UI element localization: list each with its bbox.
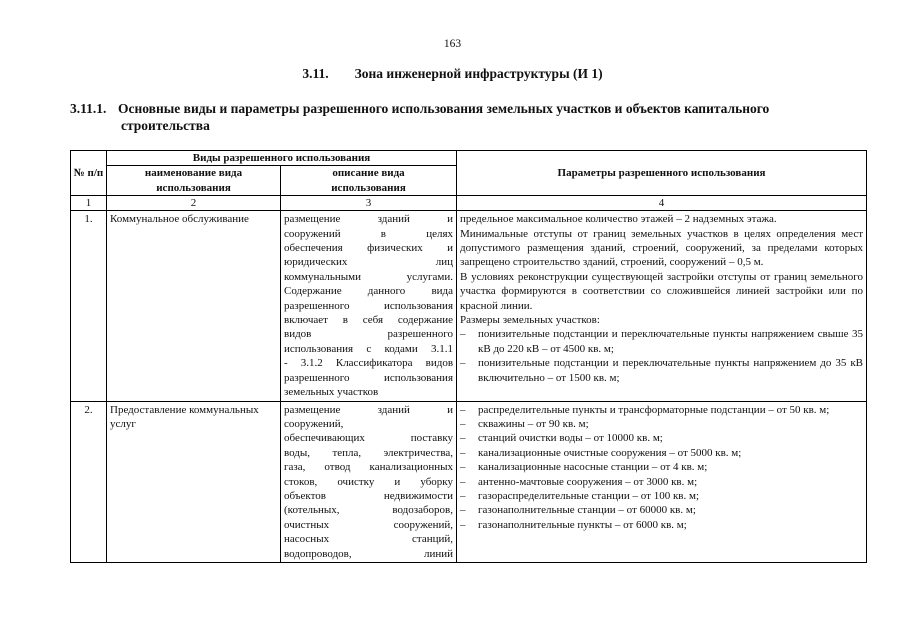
land-use-table [70, 150, 867, 563]
section-title: Зона инженерной инфраструктуры (И 1) [354, 66, 603, 81]
row-number: 1. [71, 211, 107, 401]
params-cell-1 [457, 211, 867, 401]
use-name: Предоставление коммунальных услуг [107, 401, 281, 562]
list-item: – понизительные подстанции и переключательные пункты напряжением до 35 кВ включительно – от 1500 кв. м; [460, 357, 864, 384]
desc-line: юридических лиц [284, 256, 454, 269]
list-item: – канализационные очистные сооружения – от 5000 кв. м; [460, 446, 742, 459]
desc-line: земельных участков [284, 386, 379, 399]
desc-line: (котельных, водозаборов, [284, 504, 454, 517]
desc-line: разрешенного использования [284, 371, 454, 384]
subsection-title-line2: строительства [121, 118, 210, 133]
param-plot-sizes-label: Размеры земельных участков: [460, 314, 600, 327]
desc-line: включает в себя содержание [284, 314, 454, 327]
desc-line: разрешенного использования [284, 299, 454, 312]
subsection-number: 3.11.1. [70, 101, 107, 116]
param-reconstruction: В условиях реконструкции существующей застройки отступы от границ земельного участка формируются в соответствии со сложившейся линией застройки или по красной линии. [460, 270, 864, 312]
list-item: – газонаполнительные пункты – от 6000 кв. м; [460, 518, 687, 531]
list-item: – газораспределительные станции – от 100 кв. м; [460, 489, 700, 502]
list-item: – канализационные насосные станции – от 4 кв. м; [460, 461, 708, 474]
subsection-heading [70, 100, 860, 134]
list-item: – распределительные пункты и трансформаторные подстанции – от 50 кв. м; [460, 403, 830, 416]
colnum-2: 2 [107, 196, 281, 211]
table-row [71, 401, 867, 562]
desc-line: Содержание данного вида [284, 285, 454, 298]
desc-line: обеспечивающих поставку [284, 432, 454, 445]
row-number: 2. [71, 401, 107, 562]
section-number: 3.11. [302, 66, 329, 81]
header-params: Параметры разрешенного использования [457, 151, 867, 196]
desc-line: сооружений в целях [284, 227, 454, 240]
desc-line: стоков, очистку и уборку [284, 475, 454, 488]
use-description [281, 211, 457, 401]
list-item: – антенно-мачтовые сооружения – от 3000 кв. м; [460, 475, 698, 488]
subsection-title-line1: Основные виды и параметры разрешенного использования земельных участков и объектов капитального [118, 101, 770, 116]
colnum-3: 3 [281, 196, 457, 211]
page-number: 163 [443, 38, 462, 50]
desc-line: очистных сооружений, [284, 518, 454, 531]
colnum-4: 4 [457, 196, 867, 211]
header-name: наименование вида использования [107, 166, 281, 196]
use-description [281, 401, 457, 562]
desc-line: размещение зданий и [284, 213, 454, 226]
table-header-row-1 [71, 151, 867, 166]
list-item: – газонаполнительные станции – от 60000 кв. м; [460, 504, 696, 517]
desc-line: водопроводов, линий [284, 547, 454, 560]
param-max-floors: предельное максимальное количество этажей – 2 надземных этажа. [460, 213, 777, 226]
params-cell-2 [457, 401, 867, 562]
list-item: – понизительные подстанции и переключательные пункты напряжением свыше 35 кВ до 220 кВ – от 4500 кв. м; [460, 328, 864, 355]
desc-line: насосных станций, [284, 533, 454, 546]
desc-line: обеспечения физических и [284, 242, 454, 255]
list-item: – скважины – от 90 кв. м; [460, 417, 589, 430]
colnum-1: 1 [71, 196, 107, 211]
header-desc: описание вида использования [281, 166, 457, 196]
header-group: Виды разрешенного использования [107, 151, 457, 166]
desc-line: воды, тепла, электричества, [284, 446, 454, 459]
desc-line: - 3.1.2 Классификатора видов [284, 357, 454, 370]
column-number-row [71, 196, 867, 211]
use-name: Коммунальное обслуживание [107, 211, 281, 401]
desc-line: использования с кодами 3.1.1 [284, 342, 454, 355]
desc-line: газа, отвод канализационных [284, 461, 454, 474]
desc-line: сооружений, [284, 417, 344, 430]
table-row [71, 211, 867, 401]
desc-line: видов разрешенного [284, 328, 454, 341]
param-min-setbacks: Минимальные отступы от границ земельных участков в целях определения мест допустимого размещения зданий, строений, сооружений, за пределами которых запрещено строительство зданий, строений, сооружений – 0,5 м. [460, 227, 864, 269]
desc-line: размещение зданий и [284, 403, 454, 416]
desc-line: коммунальными услугами. [284, 270, 454, 283]
section-heading [0, 66, 905, 82]
list-item: – станций очистки воды – от 10000 кв. м; [460, 432, 663, 445]
header-num: № п/п [71, 151, 107, 196]
desc-line: объектов недвижимости [284, 489, 454, 502]
